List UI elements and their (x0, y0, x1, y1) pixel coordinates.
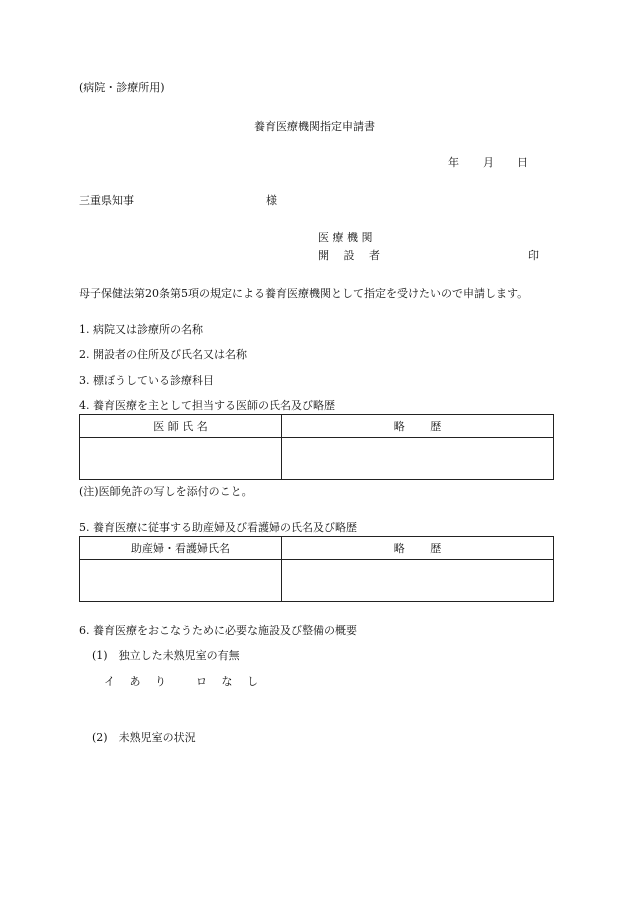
item-1-label: 1. 病院又は診療所の名称 (79, 323, 203, 336)
nurse-history-cell[interactable] (282, 560, 554, 602)
doctor-history-header: 略 歴 (282, 415, 554, 438)
item-6-label: 6. 養育医療をおこなうために必要な施設及び整備の概要 (79, 624, 357, 637)
page-title: 養育医療機関指定申請書 (254, 120, 375, 133)
facility-sub2-label: (2) 未熟児室の状況 (92, 731, 196, 744)
doctor-history-cell[interactable] (282, 438, 554, 480)
application-statement: 母子保健法第20条第5項の規定による養育医療機関として指定を受けたいので申請します。 (79, 287, 529, 300)
license-note: (注)医師免許の写しを添付のこと。 (79, 485, 253, 498)
item-3-label: 3. 標ぼうしている診療科目 (79, 374, 214, 387)
founder-label: 開 設 者 (318, 249, 380, 262)
table-header-row (80, 537, 554, 560)
date-month-label: 月 (483, 156, 494, 169)
addressee-name: 三重県知事 (79, 194, 134, 207)
seal-mark: 印 (528, 249, 539, 262)
nurse-history-header: 略 歴 (282, 537, 554, 560)
nurse-name-header: 助産婦・看護婦氏名 (80, 537, 282, 560)
item-5-label: 5. 養育医療に従事する助産婦及び看護婦の氏名及び略歴 (79, 521, 357, 534)
doctor-name-header: 医 師 氏 名 (80, 415, 282, 438)
doctor-name-cell[interactable] (80, 438, 282, 480)
table-row (80, 560, 554, 602)
usage-note: (病院・診療所用) (79, 81, 165, 94)
addressee-honorific: 様 (266, 194, 277, 207)
item-4-label: 4. 養育医療を主として担当する医師の氏名及び略歴 (79, 399, 335, 412)
nurse-name-cell[interactable] (80, 560, 282, 602)
date-year-label: 年 (448, 156, 459, 169)
option-yes[interactable]: イ あ り (104, 675, 172, 688)
item-2-label: 2. 開設者の住所及び氏名又は名称 (79, 348, 247, 361)
option-no[interactable]: ロ な し (196, 675, 264, 688)
table-row (80, 438, 554, 480)
facility-sub1-label: (1) 独立した未熟児室の有無 (92, 649, 240, 662)
nurse-table (79, 536, 554, 602)
doctor-table (79, 414, 554, 480)
institution-label: 医 療 機 関 (318, 231, 373, 244)
table-header-row (80, 415, 554, 438)
date-day-label: 日 (517, 156, 528, 169)
